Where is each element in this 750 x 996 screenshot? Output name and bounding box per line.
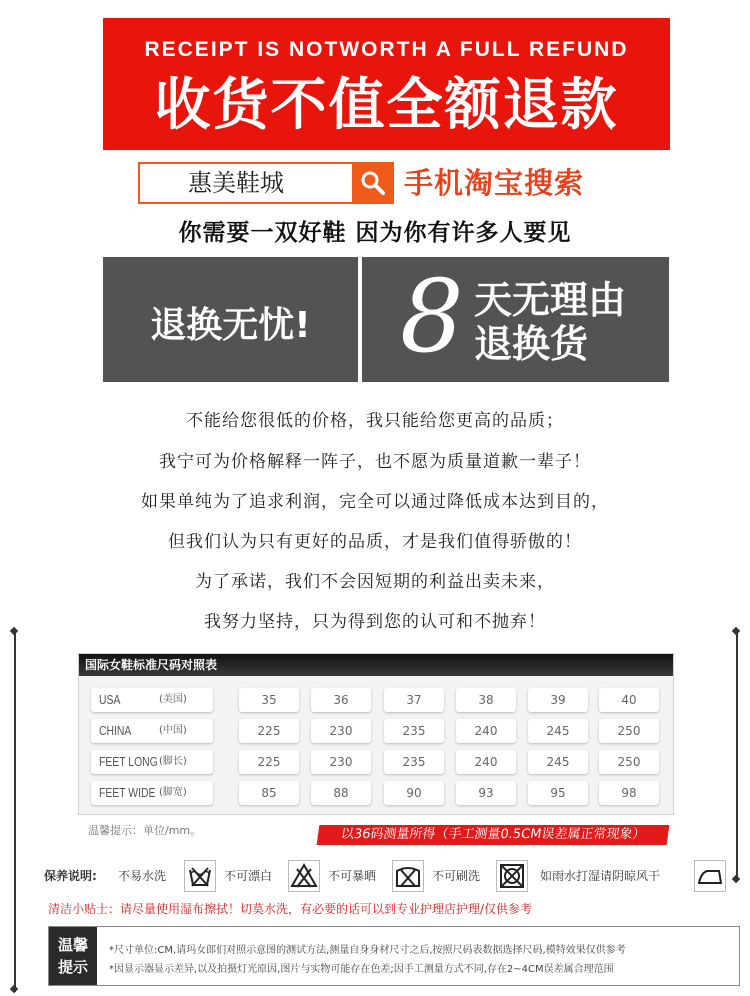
search-label: 手机淘宝搜索 — [404, 166, 585, 200]
notice-badge — [49, 927, 97, 985]
size-cell: 93 — [456, 781, 516, 805]
promo-days-number: 8 — [400, 258, 464, 375]
no-bleach-icon — [288, 860, 320, 892]
size-cell: 95 — [528, 781, 588, 805]
unit-tip: 温馨提示：单位/mm。 — [88, 824, 202, 837]
paragraph-line: 我努力坚持，只为得到您的认可和不抛弃！ — [204, 612, 546, 632]
row-label-en: FEET WIDE — [99, 785, 156, 800]
size-cell: 36 — [311, 688, 371, 712]
size-cell: 40 — [599, 688, 659, 712]
care-text: 不可漂白 — [224, 869, 273, 883]
promo-right-box — [362, 257, 669, 382]
banner-english-text: RECEIPT IS NOTWORTH A FULL REFUND — [144, 38, 629, 61]
promo-left-text: 退换无忧! — [150, 305, 311, 346]
care-text: 不可暴晒 — [328, 869, 377, 883]
size-cell: 225 — [239, 750, 299, 774]
row-label-zh: (脚长) — [159, 756, 187, 767]
notice-line: *因显示器显示差异,以及拍摄灯光原因,图片与实物可能存在色差;因手工测量方式不同,存在2~4CM误差属合理范围 — [109, 964, 614, 975]
notice-line: *尺寸单位:CM,请玛女郎们对照示意图的测试方法,测量自身身材尺寸之后,按照尺码表数据选择尺码,模特效果仅供参考 — [109, 945, 626, 956]
notice-badge-line1: 温馨 — [57, 936, 88, 954]
left-divider-dot — [10, 985, 18, 993]
size-cell: 39 — [528, 688, 588, 712]
row-label-en: FEET LONG — [99, 754, 158, 769]
size-row-label — [91, 719, 213, 743]
no-wash-icon — [184, 860, 216, 892]
size-cell: 250 — [599, 750, 659, 774]
no-sun-icon — [392, 860, 424, 892]
slogan: 你需要一双好鞋 因为你有许多人要见 — [178, 220, 572, 246]
banner-chinese-text: 收货不值全额退款 — [154, 73, 619, 138]
paragraph-line: 为了承诺，我们不会因短期的利益出卖未来， — [195, 572, 555, 592]
cleaning-tip: 清洁小贴士：请尽量使用湿布擦拭！切莫水洗，有必要的话可以到专业护理店护理/仅供参考 — [48, 902, 533, 916]
size-cell: 240 — [456, 750, 516, 774]
size-cell: 38 — [456, 688, 516, 712]
left-divider-line — [14, 632, 16, 992]
notice-badge-line2: 提示 — [57, 958, 88, 976]
size-chart-title: 国际女鞋标准尺码对照表 — [79, 654, 673, 676]
size-cell: 230 — [311, 719, 371, 743]
row-label-zh: (美国) — [159, 694, 187, 705]
care-instructions — [44, 858, 734, 894]
search-icon — [360, 170, 386, 196]
size-chart — [78, 653, 674, 815]
size-cell: 98 — [599, 781, 659, 805]
size-cell: 245 — [528, 750, 588, 774]
promo-right-line2: 退换货 — [474, 322, 589, 366]
notice-box — [48, 926, 740, 986]
top-banner — [103, 18, 670, 150]
iron-icon — [694, 860, 726, 892]
no-brush-icon — [496, 860, 528, 892]
size-cell: 240 — [456, 719, 516, 743]
size-cell: 35 — [239, 688, 299, 712]
size-row-label — [91, 750, 213, 774]
size-cell: 235 — [384, 750, 444, 774]
size-row-label — [91, 688, 213, 712]
right-divider-line — [736, 632, 738, 882]
size-row-label — [91, 781, 213, 805]
row-label-zh: (中国) — [159, 725, 187, 736]
row-label-en: CHINA — [99, 723, 132, 738]
care-text: 如雨水打湿请阴晾风干 — [540, 869, 661, 883]
size-cell: 37 — [384, 688, 444, 712]
paragraph-line: 但我们认为只有更好的品质，才是我们值得骄傲的！ — [168, 532, 582, 552]
size-cell: 85 — [239, 781, 299, 805]
care-title: 保养说明: — [44, 869, 97, 883]
size-cell: 245 — [528, 719, 588, 743]
size-cell: 230 — [311, 750, 371, 774]
size-cell: 225 — [239, 719, 299, 743]
size-cell: 250 — [599, 719, 659, 743]
promo-right-line1: 天无理由 — [474, 278, 627, 322]
size-cell: 90 — [384, 781, 444, 805]
paragraph-line: 如果单纯为了追求利润，完全可以通过降低成本达到目的， — [141, 492, 609, 512]
promo-left-box — [103, 257, 358, 382]
row-label-zh: (脚宽) — [159, 787, 187, 798]
care-text: 不可刷洗 — [432, 869, 481, 883]
search-bar — [138, 162, 616, 202]
measure-note: 以36码测量所得（手工测量0.5CM误差属正常现象） — [317, 825, 670, 845]
paragraph-line: 我宁可为价格解释一阵子，也不愿为质量道歉一辈子！ — [159, 452, 591, 472]
size-cell: 235 — [384, 719, 444, 743]
size-cell: 88 — [311, 781, 371, 805]
search-button[interactable] — [352, 162, 394, 204]
paragraph-line: 不能给您很低的价格，我只能给您更高的品质； — [186, 411, 564, 431]
search-input[interactable]: 惠美鞋城 — [138, 162, 356, 204]
care-text: 不易水洗 — [118, 869, 167, 883]
row-label-en: USA — [99, 692, 121, 707]
